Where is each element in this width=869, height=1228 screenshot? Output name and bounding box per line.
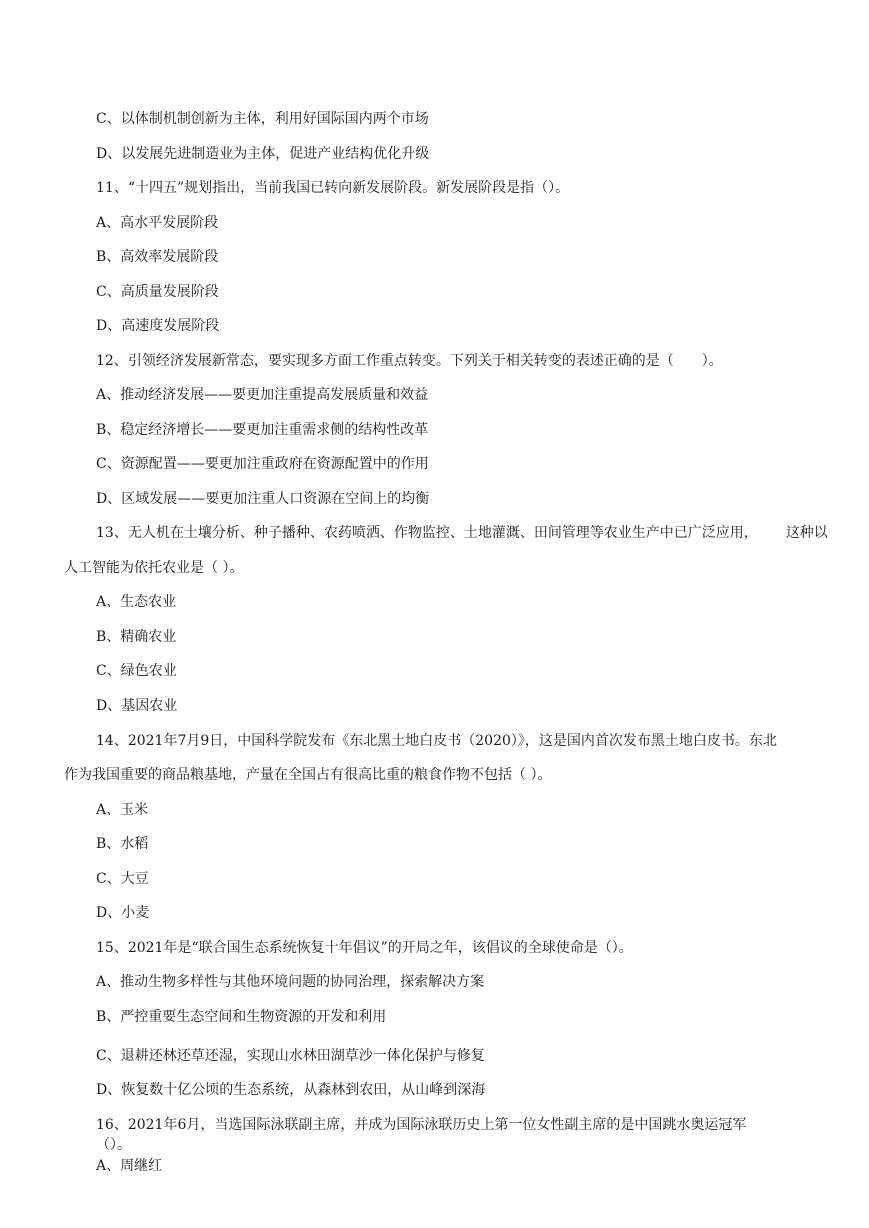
- option-c-q13: C、绿色农业: [96, 663, 177, 679]
- option-a-q12: A、推动经济发展——要更加注重提高发展质量和效益: [96, 387, 429, 403]
- option-d-q11: D、高速度发展阶段: [96, 318, 220, 334]
- question-13-continuation: 人工智能为依托农业是（ ）。: [64, 560, 244, 576]
- option-d-q15: D、恢复数十亿公顷的生态系统，从森林到农田，从山峰到深海: [96, 1082, 486, 1098]
- option-a-q11: A、高水平发展阶段: [96, 215, 219, 231]
- option-b-q11: B、高效率发展阶段: [96, 249, 219, 265]
- question-13-part-1: 13、无人机在土壤分析、种子播种、农药喷洒、作物监控、土地灌溉、田间管理等农业生产中已广泛应用，: [96, 525, 758, 541]
- question-13-part-2: 这种以: [785, 525, 828, 541]
- question-15: 15、2021年是“联合国生态系统恢复十年倡议”的开局之年，该倡议的全球使命是（）。: [96, 940, 633, 956]
- option-d-q14: D、小麦: [96, 905, 150, 921]
- option-a-q14: A、玉米: [96, 802, 149, 818]
- option-b-q13: B、精确农业: [96, 629, 177, 645]
- option-b-q15: B、严控重要生态空间和生物资源的开发和利用: [96, 1009, 387, 1025]
- option-c-q15: C、退耕还林还草还湿，实现山水林田湖草沙一体化保护与修复: [96, 1048, 485, 1064]
- question-16-continuation: （）。: [96, 1137, 131, 1153]
- option-c-q12: C、资源配置——要更加注重政府在资源配置中的作用: [96, 456, 429, 472]
- option-c-q10: C、以体制机制创新为主体，利用好国际国内两个市场: [96, 111, 429, 127]
- option-b-q14: B、水稻: [96, 836, 149, 852]
- question-16: 16、2021年6月，当选国际泳联副主席，并成为国际泳联历史上第一位女性副主席的是中国跳水奥运冠军: [96, 1117, 747, 1133]
- question-14-continuation: 作为我国重要的商品粮基地，产量在全国占有很高比重的粮食作物不包括（ ）。: [64, 767, 552, 783]
- option-c-q14: C、大豆: [96, 871, 149, 887]
- question-11: 11、“十四五”规划指出，当前我国已转向新发展阶段。新发展阶段是指（）。: [96, 180, 570, 196]
- option-d-q10: D、以发展先进制造业为主体，促进产业结构优化升级: [96, 146, 430, 162]
- option-a-q13: A、生态农业: [96, 594, 177, 610]
- question-13: [96, 524, 828, 542]
- option-d-q13: D、基因农业: [96, 698, 178, 714]
- question-12: 12、引领经济发展新常态，要实现多方面工作重点转变。下列关于相关转变的表述正确的是（ ）。: [96, 353, 723, 369]
- option-d-q12: D、区域发展——要更加注重人口资源在空间上的均衡: [96, 491, 430, 507]
- option-c-q11: C、高质量发展阶段: [96, 284, 219, 300]
- option-b-q12: B、稳定经济增长——要更加注重需求侧的结构性改革: [96, 422, 429, 438]
- option-a-q15: A、推动生物多样性与其他环境问题的协同治理，探索解决方案: [96, 974, 485, 990]
- question-14: 14、2021年7月9日，中国科学院发布《东北黑土地白皮书（2020）》，这是国内首次发布黑土地白皮书。东北: [96, 733, 777, 749]
- option-a-q16: A、周继红: [96, 1158, 163, 1174]
